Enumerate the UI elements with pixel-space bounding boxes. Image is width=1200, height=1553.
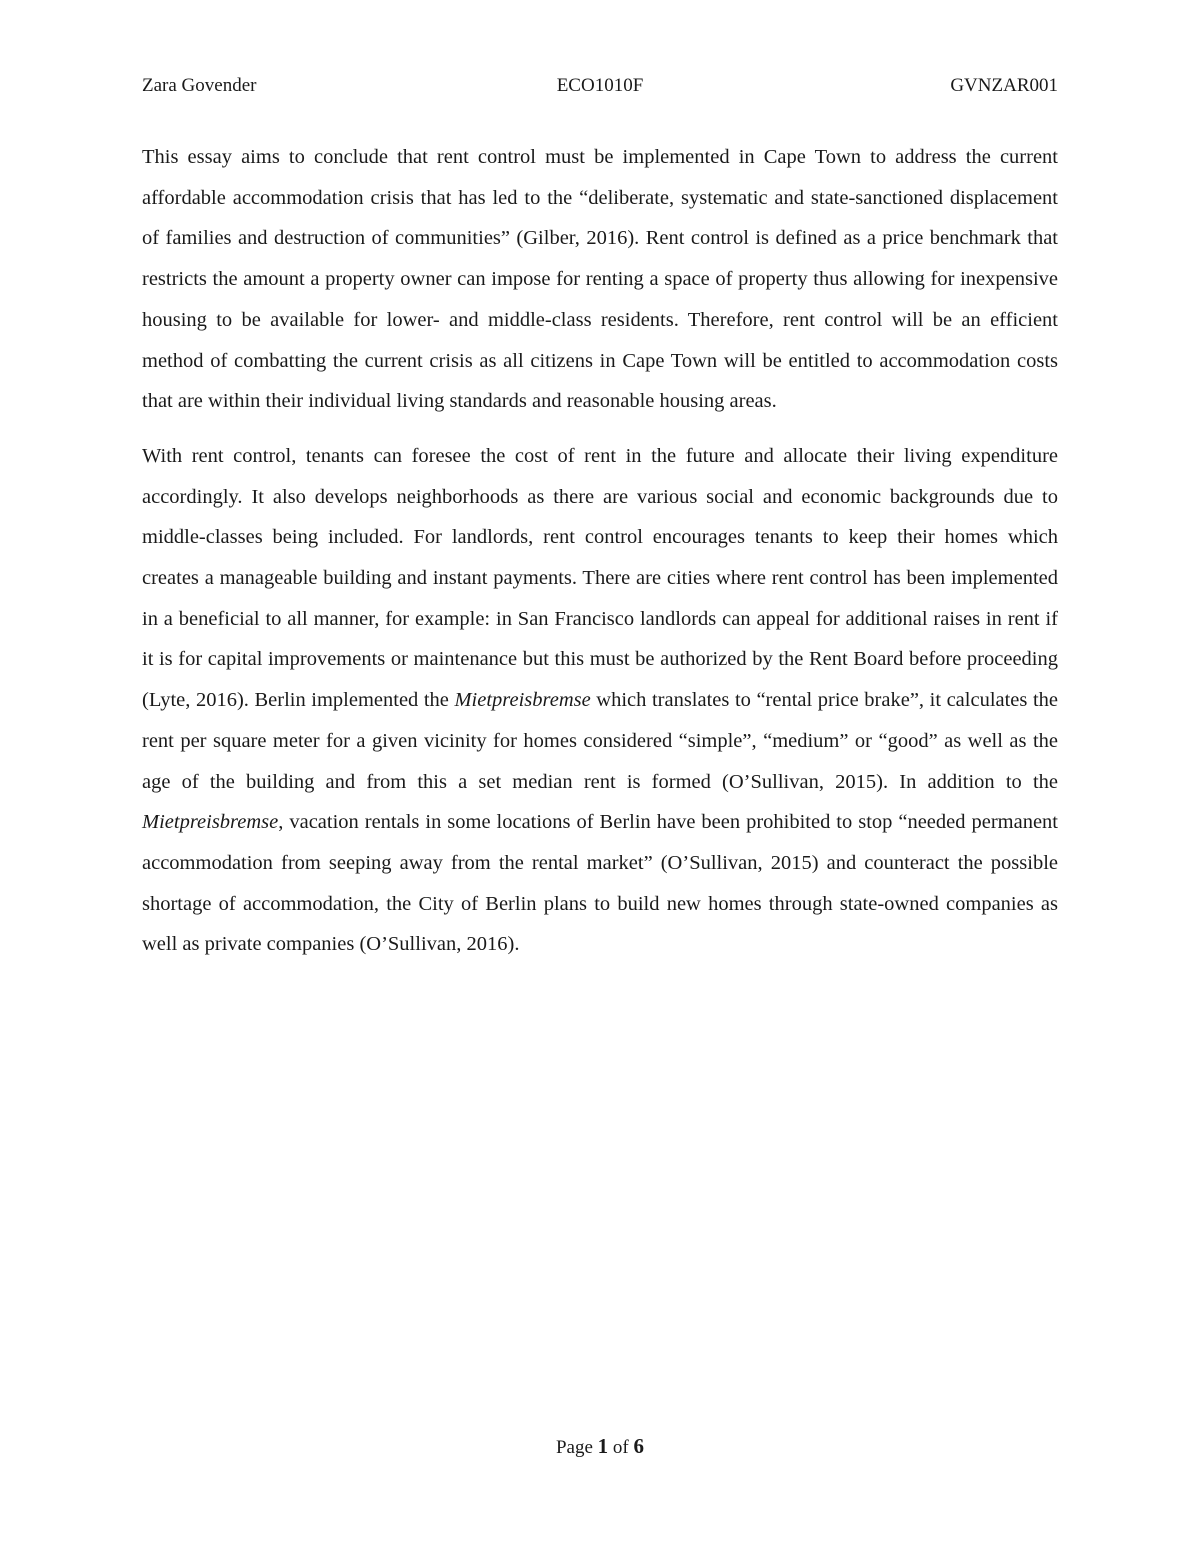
header-course-code: ECO1010F <box>556 75 644 96</box>
paragraph-2-part-1: With rent control, tenants can foresee the cost of rent in the future and allocate their living expenditure accordingly. It also develops neighborhoods as there are various social and economic backgrounds due to middle-classes being included. For landlords, rent control encourages tenants to keep their homes which creates a manageable building and instant payments. There are cities where rent control has been implemented in a beneficial to all manner, for example: in San Francisco landlords can appeal for additional raises in rent if it is for capital improvements or maintenance but this must be authorized by the Rent Board before proceeding (Lyte, 2016). Berlin implemented the <box>142 444 1058 712</box>
italic-term-mietpreisbremse: Mietpreisbremse <box>454 689 591 712</box>
page-header <box>142 72 1058 100</box>
page-footer <box>0 1432 1200 1462</box>
paragraph-2-part-3: , vacation rentals in some locations of Berlin have been prohibited to stop “needed permanent accommodation from seeping away from the rental market” (O’Sullivan, 2015) and counteract the possible shortage of accommodation, the City of Berlin plans to build new homes through state-owned companies as well as private companies (O’Sullivan, 2016). <box>142 811 1058 956</box>
footer-page-label: Page <box>555 1437 593 1458</box>
italic-term-mietpreisbremse-2: Mietpreisbremse <box>142 811 279 834</box>
paragraph-introduction: This essay aims to conclude that rent control must be implemented in Cape Town to address the current affordable accommodation crisis that has led to the “deliberate, systematic and state-sanctioned displacement of families and destruction of communities” (Gilber, 2016). Rent control is defined as a price benchmark that restricts the amount a property owner can impose for renting a space of property thus allowing for inexpensive housing to be available for lower- and middle-class residents. Therefore, rent control will be an efficient method of combatting the current crisis as all citizens in Cape Town will be entitled to accommodation costs that are within their individual living standards and reasonable housing areas. <box>142 146 1058 413</box>
essay-body <box>142 137 1058 979</box>
paragraph-2-part-2: which translates to “rental price brake”, it calculates the rent per square meter for a given vicinity for homes considered “simple”, “medium” or “good” as well as the age of the building and from this a set median rent is formed (O’Sullivan, 2015). In addition to the <box>142 689 1058 793</box>
paragraph-rent-control-examples <box>142 436 1058 965</box>
footer-total-pages: 6 <box>633 1434 644 1458</box>
footer-of-label: of <box>612 1437 629 1458</box>
header-author: Zara Govender <box>142 75 257 96</box>
header-student-number: GVNZAR001 <box>950 75 1058 96</box>
footer-current-page: 1 <box>597 1434 609 1458</box>
